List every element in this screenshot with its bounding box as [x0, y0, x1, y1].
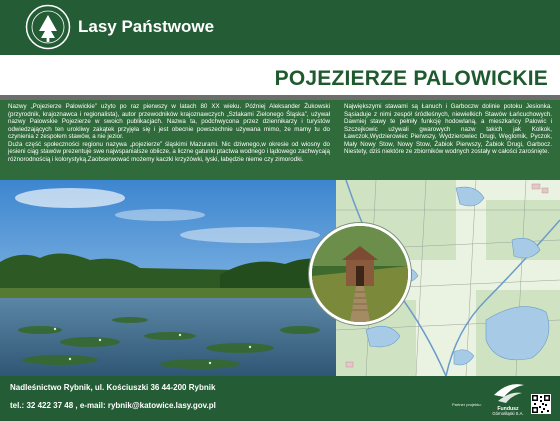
- qr-code-icon: [531, 394, 551, 414]
- hut-photo-inset: [309, 223, 411, 325]
- fund-name-1: Fundusz: [497, 406, 519, 412]
- intro-text-panel: [0, 100, 336, 180]
- title-bar: [0, 55, 560, 95]
- sponsor-label: Partner projektu:: [452, 402, 482, 407]
- footer-bar: [0, 376, 560, 421]
- footer-contact: tel.: 32 422 37 48 , e-mail: rybnik@katowice.lasy.gov.pl: [10, 401, 216, 410]
- lake-photo-graphic: [0, 180, 336, 376]
- lake-photo: [0, 180, 336, 376]
- intro-paragraph-1: Nazwy „Pojezierze Palowickie” użyto po raz pierwszy w latach 80 XX wieku. Później Aleksander Żukowski (przyrodnik, krajoznawca i regionalista), autor przewodników krajoznawczych „Szlakami Zielonego Śląska”, używał nazwy Palowskie Pojezierze w swoich publikacjach. Nazwa ta, podchwycona przez dziennikarzy i turystów odwiedzających ten urokliwy zakątek przyjęła się i jest obecnie powszechnie używana mimo, że mamy tu do czynienia z zespołem stawów, a nie jezior.: [8, 103, 330, 140]
- header-bar: [0, 0, 560, 55]
- fund-name-2: Górnośląski S.A.: [492, 411, 524, 416]
- brand-name: Lasy Państwowe: [78, 17, 215, 36]
- footer-address: Nadleśnictwo Rybnik, ul. Kościuszki 36 44-200 Rybnik: [10, 383, 216, 392]
- description-panel: [336, 100, 560, 180]
- intro-paragraph-2: Duża część społeczności regionu nazywa „pojezierze” śląskimi Mazurami. Nic dziwnego,w okresie od wiosny do jesieni ciąg stawów prezentuje swe najwspanialsze oblicze, a liczne gatunki ptactwa wodnego i lądowego zachwycają różnorodnością i kolorystyką.Zaobserwować możemy kaczki krzyżówki, łyski, łabędzie nieme czy zimorodki.: [8, 140, 330, 163]
- description-paragraph: Największymi stawami są Łanuch i Garboczw dolinie potoku Jesionka. Sąsiaduje z nimi zespół śródleśnych, niewielkich Stawów Łańcuchowych. Dawniej stawy te pełniły funkcję hodowlaną, a mieszkańcy Palowic i Szczejkowic używali gwarowych nazw takich jak Kolkok, Ławczok,Wydzierowiec Pierwszy, Wydzierowiec Drugi, Węglomik, Pyczok, Mały Nowy Stow, Nowy Stow, Żabiok Pierwszy, Żabiok Drugi, Garbocz. Niestety, dziś niektóre ze zbiorników wodnych zostały w całości zarośnięte.: [344, 103, 552, 155]
- fund-logo-icon: [490, 379, 526, 417]
- page-title: POJEZIERZE PALOWICKIE: [274, 67, 548, 90]
- forest-logo-icon: [25, 4, 71, 50]
- hut-photo-graphic: [312, 226, 408, 322]
